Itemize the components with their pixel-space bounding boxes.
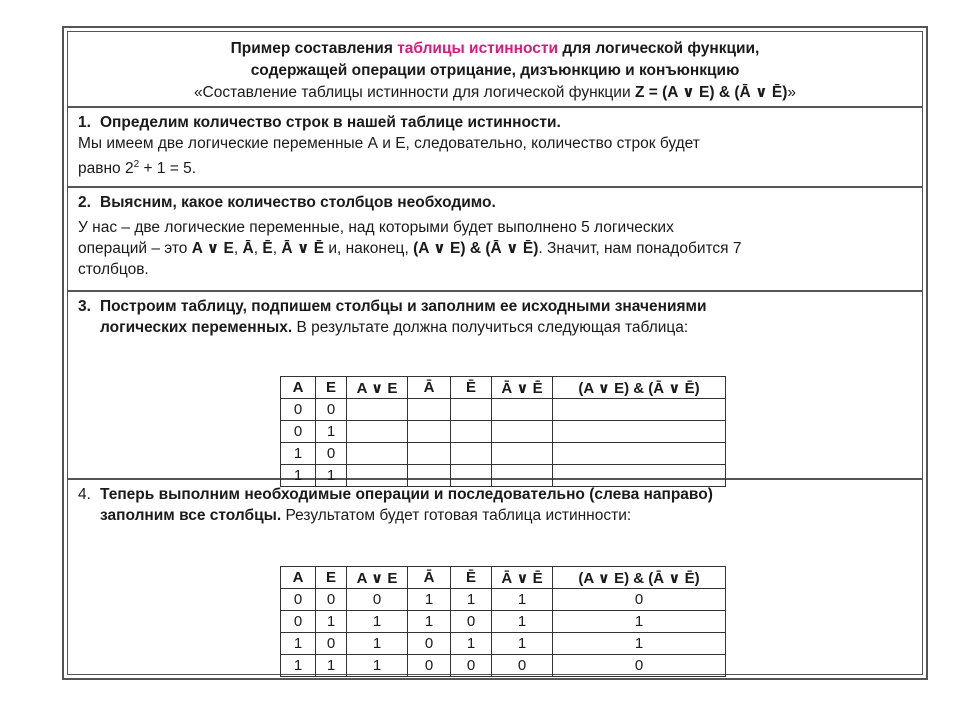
header-result: (A ∨ E) & (Ā ∨ Ē) bbox=[553, 377, 726, 399]
header-not-a-or-not-e: Ā ∨ Ē bbox=[492, 377, 553, 399]
title-line-3: «Составление таблицы истинности для логической функции Z = (A ∨ E) & (Ā ∨ Ē)» bbox=[193, 84, 797, 101]
section-4 bbox=[68, 480, 922, 674]
section-2-text: У нас – две логические переменные, над которыми будет выполнено 5 логических операций – это A ∨ E, Ā, Ē, Ā ∨ Ē и, наконец, (A ∨ E) & (Ā ∨ Ē). Значит, нам понадобится 7 столбцов. bbox=[78, 219, 742, 278]
section-3-text: логических переменных. В результате должна получиться следующая таблица: bbox=[100, 319, 689, 336]
header-not-a-or-not-e: Ā ∨ Ē bbox=[492, 567, 553, 589]
title-block bbox=[68, 32, 922, 108]
section-3 bbox=[68, 292, 922, 484]
title-highlight: таблицы истинности bbox=[397, 40, 559, 57]
header-e: E bbox=[316, 567, 347, 589]
section-2-heading: 2. Выясним, какое количество столбцов необходимо. bbox=[78, 194, 496, 211]
section-1 bbox=[68, 108, 922, 188]
section-4-text: заполним все столбцы. Результатом будет готовая таблица истинности: bbox=[100, 507, 632, 524]
header-not-a: Ā bbox=[408, 377, 451, 399]
title-line-2: содержащей операции отрицание, дизъюнкцию и конъюнкцию bbox=[250, 62, 740, 79]
table-row: 1 0 1 0 1 1 1 bbox=[281, 633, 726, 655]
title-line-1: Пример составления таблицы истинности для логической функции, bbox=[230, 40, 760, 57]
section-2 bbox=[68, 188, 922, 292]
section-3-heading: 3. Построим таблицу, подпишем столбцы и заполним ее исходными значениями bbox=[78, 298, 707, 315]
section-4-heading: 4. Теперь выполним необходимые операции и последовательно (слева направо) bbox=[78, 486, 713, 503]
table-row: 1 1 bbox=[281, 465, 726, 487]
truth-table-filled bbox=[280, 566, 726, 677]
header-not-a: Ā bbox=[408, 567, 451, 589]
table-row: 0 1 bbox=[281, 421, 726, 443]
table-row: 1 0 bbox=[281, 443, 726, 465]
table-row: 0 0 0 1 1 1 0 bbox=[281, 589, 726, 611]
header-not-e: Ē bbox=[451, 377, 492, 399]
header-a-or-e: A ∨ E bbox=[347, 377, 408, 399]
header-result: (A ∨ E) & (Ā ∨ Ē) bbox=[553, 567, 726, 589]
header-e: E bbox=[316, 377, 347, 399]
table-row: 0 0 bbox=[281, 399, 726, 421]
header-a: A bbox=[281, 567, 316, 589]
table-row: 1 1 1 0 0 0 0 bbox=[281, 655, 726, 677]
section-1-heading: 1. Определим количество строк в нашей таблице истинности. bbox=[78, 114, 561, 131]
header-not-e: Ē bbox=[451, 567, 492, 589]
table-row: 0 1 1 1 0 1 1 bbox=[281, 611, 726, 633]
title-formula: Z = (A ∨ E) & (Ā ∨ Ē) bbox=[634, 84, 788, 101]
section-1-text: Мы имеем две логические переменные А и Е, следовательно, количество строк будет равно $2^2 + 1 = 5$. bbox=[78, 135, 700, 178]
truth-table-empty bbox=[280, 376, 726, 487]
header-a-or-e: A ∨ E bbox=[347, 567, 408, 589]
document-frame bbox=[62, 26, 928, 680]
header-a: A bbox=[281, 377, 316, 399]
document-inner bbox=[67, 31, 923, 675]
